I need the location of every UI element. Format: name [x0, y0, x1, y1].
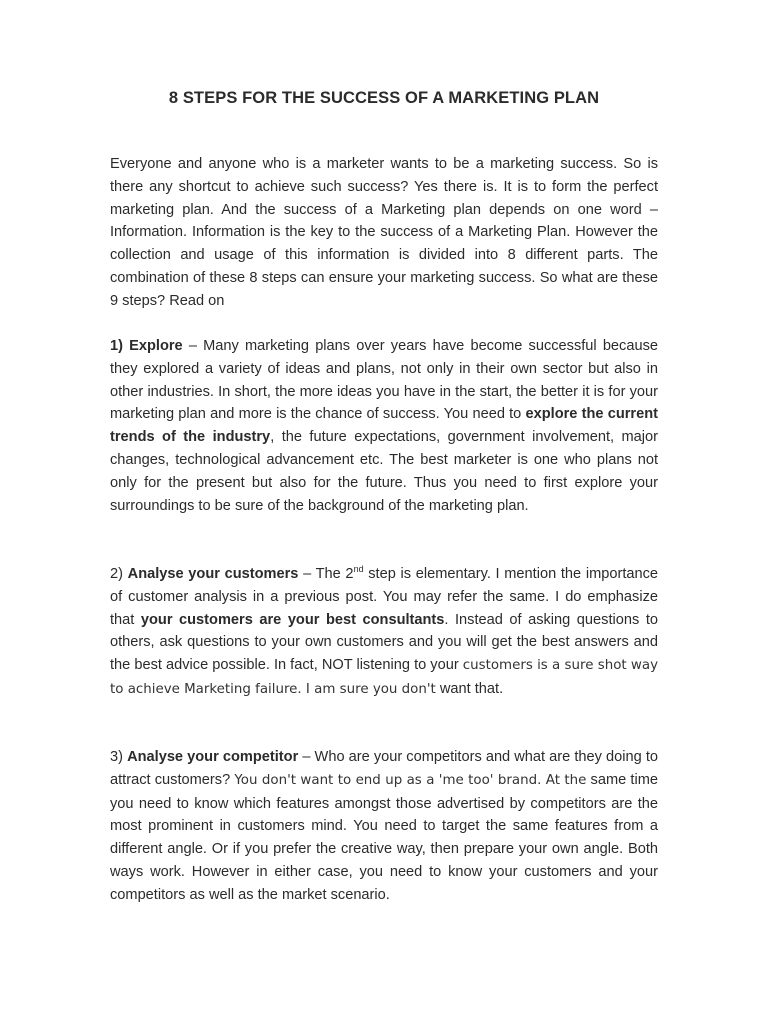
step-2-text-b: step is elementary. I mention the importance of customer analysis in a previous post. You may refer the same. I do emphasize that — [110, 566, 659, 628]
step-3-paragraph — [110, 746, 658, 907]
step-2-text-c: . Instead of asking questions to others, ask questions to your own customers and you will get the best answers and the best advice possible. In fact, NOT listening to your — [110, 611, 658, 674]
step-2-number: 2) — [110, 566, 128, 582]
step-1-text-b: , the future expectations, government involvement, major changes, technological advancement etc. The best marketer is one who plans not only for the present but also for the future. Thus you need to first explore your surroundings to be sure of the background of the marketing plan. — [110, 429, 659, 514]
step-1-bold-phrase: explore the current trends of the industry — [110, 406, 658, 446]
step-3-text-b: same time you need to know which features amongst those advertised by competitors are the most prominent in customers mind. You need to target the same features from a different angle. Or if you prefer the creative way, then prepare your own angle. Both ways work. However in either case, you need to know your customers and your competitors as well as the market scenario. — [110, 771, 658, 903]
step-3-number: 3) — [110, 749, 128, 765]
step-2-paragraph — [110, 563, 658, 702]
step-2-text-a: – The 2 — [298, 566, 354, 582]
step-3-alt-font-text: You don't want to end up as a 'me too' brand. At the — [234, 772, 587, 788]
intro-paragraph: Everyone and anyone who is a marketer wants to be a marketing success. So is there any shortcut to achieve such success? Yes there is. It is to form the perfect marketing plan. And the success of a Marketing plan depends on one word – Information. Information is the key to the success of a Marketing Plan. However the collection and usage of this information is divided into 8 different parts. The combination of these 8 steps can ensure your marketing success. So what are these 9 steps? Read on — [110, 156, 658, 309]
step-1-text-a: – Many marketing plans over years have become successful because they explored a variety of ideas and plans, not only in their own sector but also in other industries. In short, the more ideas you have in the start, the better it is for your marketing plan and more is the chance of success. You need to — [110, 338, 658, 423]
step-2-alt-font-text: customers is a sure shot way to achieve Marketing failure. I am sure you don't — [110, 658, 658, 697]
step-2-heading: Analyse your customers — [127, 566, 299, 582]
step-2-text-d: want that. — [435, 680, 504, 697]
step-3-text-a: – Who are your competitors and what are they doing to attract customers? — [110, 749, 658, 788]
step-1-heading: 1) Explore — [110, 338, 183, 354]
step-1-paragraph — [110, 335, 658, 517]
document-title: 8 STEPS FOR THE SUCCESS OF A MARKETING PLAN — [168, 89, 600, 107]
step-2-bold-phrase: your customers are your best consultants — [140, 611, 445, 628]
step-2-superscript: nd — [353, 564, 364, 575]
step-3-heading: Analyse your competitor — [127, 749, 299, 765]
